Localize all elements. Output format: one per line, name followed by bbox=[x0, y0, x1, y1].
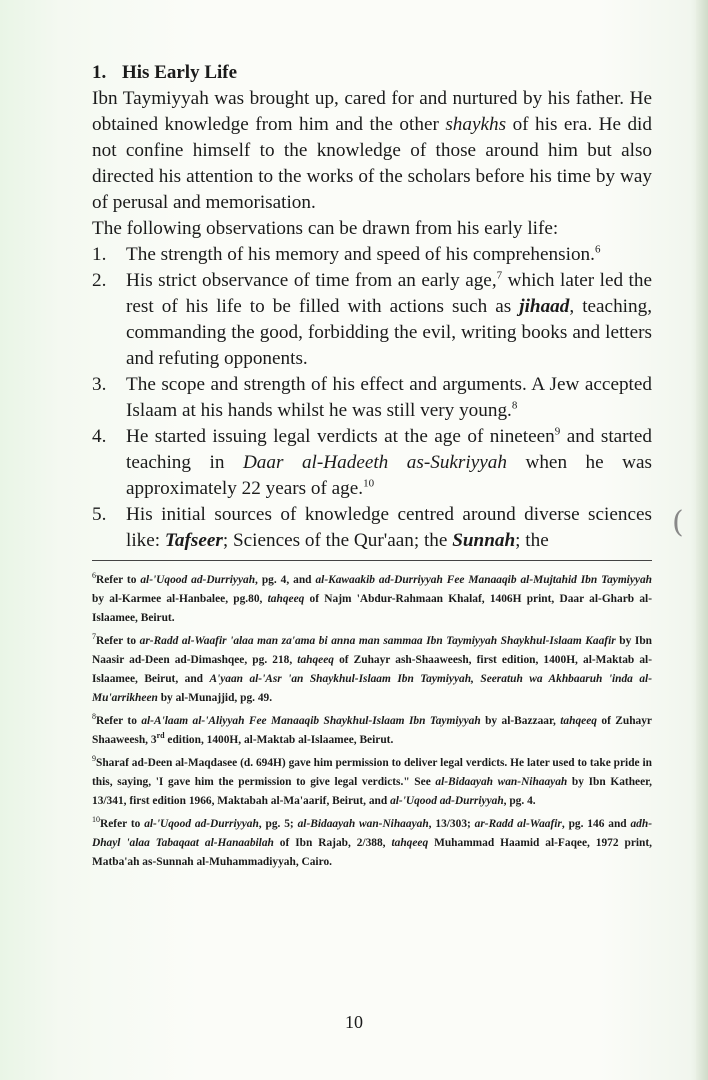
list-item-number: 5. bbox=[92, 504, 107, 525]
list-item-text: ; Sciences of the Qur'aan; the bbox=[222, 530, 453, 551]
footnote-text: , pg. 4. bbox=[503, 795, 536, 807]
list-item-text: , teaching, commanding the good, forbidding the evil, writing books and letters and refuting opponents. bbox=[126, 296, 652, 369]
footnotes bbox=[92, 571, 652, 872]
observations-intro: The following observations can be drawn from his early life: bbox=[92, 218, 559, 239]
footnote-text: by Ibn Katheer, 13/341, first edition 1966, Maktabah al-Ma'aarif, Beirut, and bbox=[92, 776, 653, 807]
list-item bbox=[92, 424, 652, 502]
footnote bbox=[92, 815, 652, 872]
footnote-number: 7 bbox=[92, 632, 96, 642]
footnote bbox=[92, 571, 652, 628]
footnote-title: al-'Uqood ad-Durriyyah bbox=[144, 818, 259, 830]
list-item-number: 4. bbox=[92, 426, 107, 447]
footnote-marker: 7 bbox=[496, 269, 503, 282]
list-item-number: 2. bbox=[92, 270, 107, 291]
footnote-text: , pg. 4, and bbox=[255, 574, 316, 586]
section-heading bbox=[92, 60, 652, 86]
page-edge-shadow bbox=[696, 0, 708, 1080]
footnote-text: Refer to bbox=[96, 635, 140, 647]
section-title: His Early Life bbox=[122, 62, 238, 83]
footnote-text: of Ibn Rajab, 2/388, bbox=[273, 837, 392, 849]
footnote-text: , 13/303; bbox=[428, 818, 475, 830]
footnote-divider bbox=[92, 560, 652, 561]
list-item-emphasis: Tafseer bbox=[164, 530, 223, 551]
footnote-superscript: rd bbox=[156, 731, 165, 741]
footnote bbox=[92, 754, 652, 811]
footnote-text: of Zuhayr ash-Shaaweesh, first edition, 1400H, al-Maktab al-Islaamee, Beirut, and bbox=[92, 654, 652, 685]
footnote-number: 8 bbox=[92, 712, 96, 722]
list-item-text: and started teaching in bbox=[126, 426, 652, 473]
list-item bbox=[92, 242, 652, 268]
intro-text-1: Ibn Taymiyyah was brought up, cared for and nurtured by his father. He obtained knowledge from him and the other bbox=[92, 88, 652, 135]
list-item-text: The scope and strength of his effect and arguments. A Jew accepted Islaam at his hands whilst he was still very young. bbox=[126, 374, 652, 421]
list-item-number: 1. bbox=[92, 244, 107, 265]
footnote-text: by al-Bazzaar, bbox=[480, 715, 561, 727]
footnote-marker: 6 bbox=[594, 243, 601, 256]
footnote-text: , pg. 146 and bbox=[561, 818, 631, 830]
list-item-text: The strength of his memory and speed of his comprehension. bbox=[126, 244, 595, 265]
footnote-title: adh-Dhayl 'alaa Tabaqaat al-Hanaabilah bbox=[92, 818, 652, 849]
list-item-text: which later led the rest of his life to be filled with actions such as bbox=[126, 270, 652, 317]
footnote-title: al-'Uqood ad-Durriyyah bbox=[140, 574, 256, 586]
list-item-emphasis: Sunnah bbox=[452, 530, 516, 551]
footnote-text: Sharaf ad-Deen al-Maqdasee (d. 694H) gave him permission to deliver legal verdicts. He later used to take pride in this, saying, 'I gave him the permission to give legal verdicts." See bbox=[92, 757, 652, 788]
footnote-title: al-Bidaayah wan-Nihaayah bbox=[297, 818, 429, 830]
footnote-text: by al-Munajjid, pg. 49. bbox=[157, 692, 273, 704]
list-item bbox=[92, 502, 652, 554]
footnote-text: by al-Karmee al-Hanbalee, pg.80, bbox=[92, 593, 268, 605]
list-item-emphasis: jihaad bbox=[519, 296, 570, 317]
list-item bbox=[92, 268, 652, 372]
footnote-number: 10 bbox=[92, 815, 100, 825]
section-number: 1. bbox=[92, 62, 107, 83]
footnote bbox=[92, 712, 652, 750]
footnote-title: al-A'laam al-'Aliyyah Fee Manaaqib Shaykhul-Islaam Ibn Taymiyyah bbox=[141, 715, 481, 727]
footnote-title: A'yaan al-'Asr 'an Shaykhul-Islaam Ibn Taymiyyah, Seeratuh wa Akhbaaruh 'inda al-Mu'arrikheen bbox=[92, 673, 652, 704]
list-item-text: He started issuing legal verdicts at the age of nineteen bbox=[126, 426, 555, 447]
footnote-title: al-Bidaayah wan-Nihaayah bbox=[435, 776, 568, 788]
observations-list bbox=[92, 242, 652, 554]
footnote-text: Muhammad Haamid al-Faqee, 1972 print, Matba'ah as-Sunnah al-Muhammadiyyah, Cairo. bbox=[92, 837, 653, 868]
footnote-text: Refer to bbox=[96, 574, 141, 586]
footnote-number: 6 bbox=[92, 571, 96, 581]
footnote-number: 9 bbox=[92, 754, 96, 764]
page-number: 10 bbox=[345, 1012, 363, 1032]
footnote-title: tahqeeq bbox=[391, 837, 429, 849]
footnote bbox=[92, 632, 652, 708]
intro-paragraph bbox=[92, 86, 652, 216]
footnote-title: tahqeeq bbox=[560, 715, 597, 727]
footnote-text: edition, 1400H, al-Maktab al-Islaamee, Beirut. bbox=[164, 734, 394, 746]
footnote-text: , pg. 5; bbox=[258, 818, 298, 830]
list-item-text: His strict observance of time from an early age, bbox=[126, 270, 497, 291]
intro-emphasis: shaykhs bbox=[445, 114, 507, 135]
footnote-title: al-Kawaakib ad-Durriyyah Fee Manaaqib al-Mujtahid Ibn Taymiyyah bbox=[315, 574, 652, 586]
footnote-marker: 10 bbox=[363, 477, 375, 490]
list-item-text: His initial sources of knowledge centred around diverse sciences like: bbox=[126, 504, 652, 551]
margin-bracket-mark: ( bbox=[672, 505, 684, 540]
footnote-text: Refer to bbox=[100, 818, 145, 830]
footnote-title: tahqeeq bbox=[297, 654, 334, 666]
list-item bbox=[92, 372, 652, 424]
list-item-emphasis: Daar al-Hadeeth as-Sukriyyah bbox=[242, 452, 507, 473]
footnote-marker: 8 bbox=[511, 399, 518, 412]
list-item-number: 3. bbox=[92, 374, 107, 395]
footnote-text: Refer to bbox=[96, 715, 142, 727]
footnote-title: tahqeeq bbox=[267, 593, 305, 605]
main-text bbox=[92, 60, 652, 876]
footnote-marker: 9 bbox=[554, 425, 561, 438]
footnote-title: ar-Radd al-Waafir 'alaa man za'ama bi anna man sammaa Ibn Taymiyyah Shaykhul-Islaam Kaafir bbox=[139, 635, 616, 647]
footnote-text: of Zuhayr Shaaweesh, 3 bbox=[92, 715, 652, 746]
footnote-title: al-'Uqood ad-Durriyyah bbox=[390, 795, 504, 807]
footnote-text: of Najm 'Abdur-Rahmaan Khalaf, 1406H print, Daar al-Gharb al-Islaamee, Beirut. bbox=[92, 593, 652, 624]
intro-text-2: of his era. He did not confine himself to the knowledge of those around him but also directed his attention to the works of the scholars before his time by way of perusal and memorisation. bbox=[92, 114, 652, 213]
list-item-text: when he was approximately 22 years of age. bbox=[126, 452, 653, 499]
list-item-text: ; the bbox=[515, 530, 549, 551]
footnote-text: by Ibn Naasir ad-Deen ad-Dimashqee, pg. 218, bbox=[92, 635, 652, 666]
footnote-title: ar-Radd al-Waafir bbox=[474, 818, 562, 830]
